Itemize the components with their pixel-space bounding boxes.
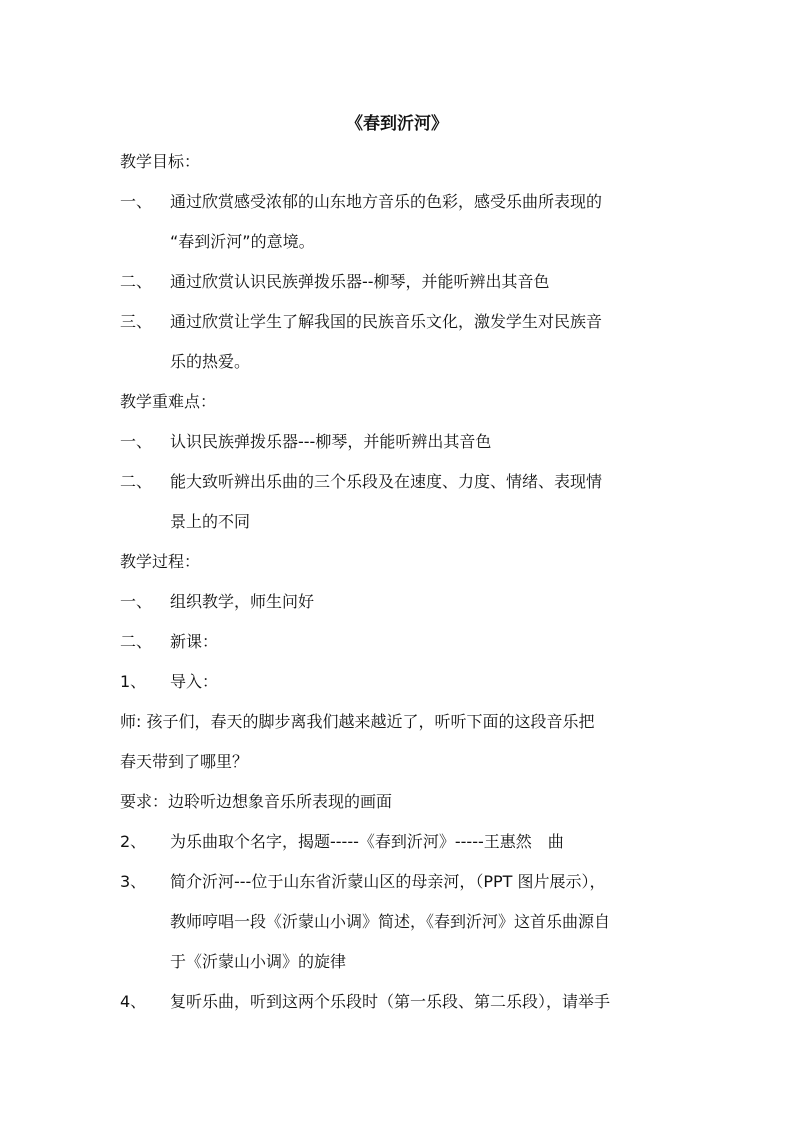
step-4-text: 复听乐曲，听到这两个乐段时（第一乐段、第二乐段），请举手 bbox=[170, 992, 611, 1011]
goal-2-line-1: 通过欣赏认识民族弹拨乐器--柳琴，并能听辨出其音色 bbox=[170, 272, 550, 291]
teacher-line-1: 师: 孩子们，春天的脚步离我们越来越近了，听听下面的这段音乐把 bbox=[120, 712, 595, 731]
step-marker-4: 4、 bbox=[120, 992, 147, 1011]
teacher-line-2: 春天带到了哪里？ bbox=[120, 752, 249, 771]
step-3-line-1: 简介沂河---位于山东省沂蒙山区的母亲河，（PPT 图片展示）， bbox=[170, 872, 606, 891]
goal-1-line-1: 通过欣赏感受浓郁的山东地方音乐的色彩，感受乐曲所表现的 bbox=[170, 192, 603, 211]
goal-marker-3: 三、 bbox=[120, 312, 153, 331]
key-1-line-1: 认识民族弹拨乐器---柳琴，并能听辨出其音色 bbox=[170, 432, 492, 451]
key-2-line-2: 景上的不同 bbox=[170, 512, 251, 531]
process-heading: 教学过程： bbox=[120, 552, 201, 571]
requirement-text: 要求：边聆听边想象音乐所表现的画面 bbox=[120, 792, 393, 811]
key-marker-2: 二、 bbox=[120, 472, 153, 491]
step-marker-3: 3、 bbox=[120, 872, 147, 891]
step-2-text: 为乐曲取个名字，揭题-----《春到沂河》-----王惠然 曲 bbox=[170, 832, 564, 851]
goal-3-line-1: 通过欣赏让学生了解我国的民族音乐文化，激发学生对民族音 bbox=[170, 312, 603, 331]
goals-heading: 教学目标： bbox=[120, 152, 201, 171]
goal-marker-2: 二、 bbox=[120, 272, 153, 291]
step-3-line-2: 教师哼唱一段《沂蒙山小调》简述，《春到沂河》这首乐曲源自 bbox=[170, 912, 611, 931]
process-marker-2: 二、 bbox=[120, 632, 153, 651]
process-1-text: 组织教学，师生问好 bbox=[170, 592, 315, 611]
goal-marker-1: 一、 bbox=[120, 192, 153, 211]
step-marker-2: 2、 bbox=[120, 832, 147, 851]
key-2-line-1: 能大致听辨出乐曲的三个乐段及在速度、力度、情绪、表现情 bbox=[170, 472, 603, 491]
process-marker-1: 一、 bbox=[120, 592, 153, 611]
process-2-text: 新课： bbox=[170, 632, 219, 651]
key-marker-1: 一、 bbox=[120, 432, 153, 451]
key-heading: 教学重难点： bbox=[120, 392, 217, 411]
document-title: 《春到沂河》 bbox=[346, 114, 448, 134]
step-3-line-3: 于《沂蒙山小调》的旋律 bbox=[170, 952, 347, 971]
step-marker-1: 1、 bbox=[120, 672, 147, 691]
goal-3-line-2: 乐的热爱。 bbox=[170, 352, 251, 371]
goal-1-line-2: “春到沂河”的意境。 bbox=[170, 232, 315, 251]
step-1-text: 导入： bbox=[170, 672, 219, 691]
